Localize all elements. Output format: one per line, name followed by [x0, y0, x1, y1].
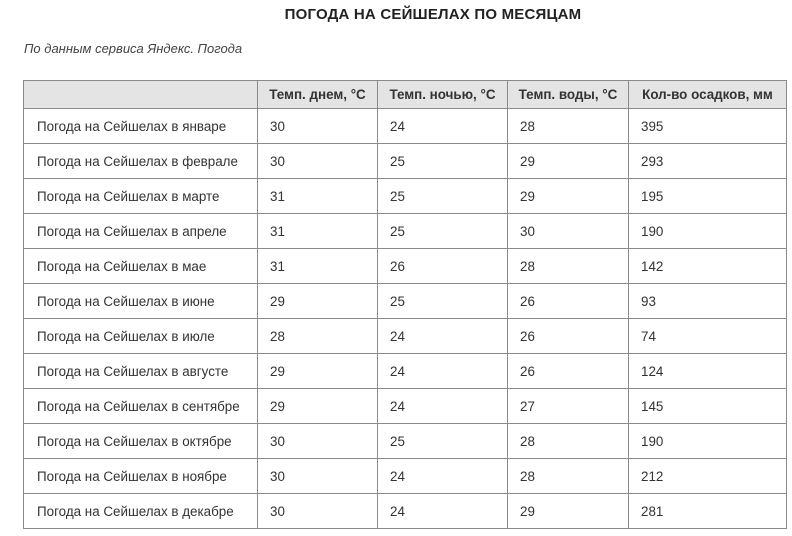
table-row	[24, 249, 787, 284]
page-title: ПОГОДА НА СЕЙШЕЛАХ ПО МЕСЯЦАМ	[284, 6, 582, 23]
month-cell: Погода на Сейшелах в ноябре	[24, 459, 258, 494]
day-temp-cell: 31	[258, 249, 378, 284]
month-cell: Погода на Сейшелах в октябре	[24, 424, 258, 459]
day-temp-cell: 28	[258, 319, 378, 354]
night-temp-cell: 25	[378, 144, 508, 179]
month-cell: Погода на Сейшелах в апреле	[24, 214, 258, 249]
water-temp-cell: 27	[508, 389, 629, 424]
water-temp-cell: 29	[508, 179, 629, 214]
precipitation-cell: 74	[629, 319, 787, 354]
water-temp-cell: 29	[508, 494, 629, 529]
night-temp-cell: 24	[378, 459, 508, 494]
night-temp-cell: 24	[378, 354, 508, 389]
night-temp-cell: 25	[378, 214, 508, 249]
table-row	[24, 109, 787, 144]
table-body	[24, 109, 787, 529]
precipitation-cell: 142	[629, 249, 787, 284]
precipitation-cell: 93	[629, 284, 787, 319]
water-temp-cell: 26	[508, 319, 629, 354]
header-day-temp: Темп. днем, °С	[258, 81, 378, 109]
month-cell: Погода на Сейшелах в июне	[24, 284, 258, 319]
table-row	[24, 284, 787, 319]
day-temp-cell: 30	[258, 494, 378, 529]
water-temp-cell: 26	[508, 354, 629, 389]
precipitation-cell: 190	[629, 424, 787, 459]
night-temp-cell: 24	[378, 319, 508, 354]
table-row	[24, 494, 787, 529]
day-temp-cell: 30	[258, 459, 378, 494]
precipitation-cell: 293	[629, 144, 787, 179]
precipitation-cell: 124	[629, 354, 787, 389]
precipitation-cell: 145	[629, 389, 787, 424]
night-temp-cell: 24	[378, 109, 508, 144]
day-temp-cell: 31	[258, 214, 378, 249]
day-temp-cell: 29	[258, 354, 378, 389]
water-temp-cell: 28	[508, 459, 629, 494]
night-temp-cell: 24	[378, 389, 508, 424]
month-cell: Погода на Сейшелах в мае	[24, 249, 258, 284]
precipitation-cell: 190	[629, 214, 787, 249]
night-temp-cell: 25	[378, 179, 508, 214]
water-temp-cell: 28	[508, 109, 629, 144]
water-temp-cell: 29	[508, 144, 629, 179]
precipitation-cell: 195	[629, 179, 787, 214]
header-night-temp: Темп. ночью, °С	[378, 81, 508, 109]
header-precipitation: Кол-во осадков, мм	[629, 81, 787, 109]
day-temp-cell: 29	[258, 284, 378, 319]
day-temp-cell: 30	[258, 109, 378, 144]
precipitation-cell: 281	[629, 494, 787, 529]
month-cell: Погода на Сейшелах в феврале	[24, 144, 258, 179]
day-temp-cell: 31	[258, 179, 378, 214]
month-cell: Погода на Сейшелах в июле	[24, 319, 258, 354]
table-header	[24, 81, 787, 109]
water-temp-cell: 28	[508, 249, 629, 284]
day-temp-cell: 30	[258, 144, 378, 179]
water-temp-cell: 26	[508, 284, 629, 319]
precipitation-cell: 212	[629, 459, 787, 494]
table-row	[24, 214, 787, 249]
night-temp-cell: 25	[378, 284, 508, 319]
night-temp-cell: 26	[378, 249, 508, 284]
water-temp-cell: 30	[508, 214, 629, 249]
day-temp-cell: 29	[258, 389, 378, 424]
water-temp-cell: 28	[508, 424, 629, 459]
table-row	[24, 319, 787, 354]
month-cell: Погода на Сейшелах в марте	[24, 179, 258, 214]
header-row	[24, 81, 787, 109]
night-temp-cell: 24	[378, 494, 508, 529]
month-cell: Погода на Сейшелах в декабре	[24, 494, 258, 529]
source-caption: По данным сервиса Яндекс. Погода	[24, 41, 243, 56]
weather-table	[23, 80, 787, 529]
precipitation-cell: 395	[629, 109, 787, 144]
table-row	[24, 424, 787, 459]
day-temp-cell: 30	[258, 424, 378, 459]
month-cell: Погода на Сейшелах в августе	[24, 354, 258, 389]
header-month	[24, 81, 258, 109]
header-water-temp: Темп. воды, °С	[508, 81, 629, 109]
table-row	[24, 179, 787, 214]
table-row	[24, 389, 787, 424]
table-row	[24, 459, 787, 494]
table-row	[24, 354, 787, 389]
month-cell: Погода на Сейшелах в январе	[24, 109, 258, 144]
month-cell: Погода на Сейшелах в сентябре	[24, 389, 258, 424]
night-temp-cell: 25	[378, 424, 508, 459]
table-row	[24, 144, 787, 179]
